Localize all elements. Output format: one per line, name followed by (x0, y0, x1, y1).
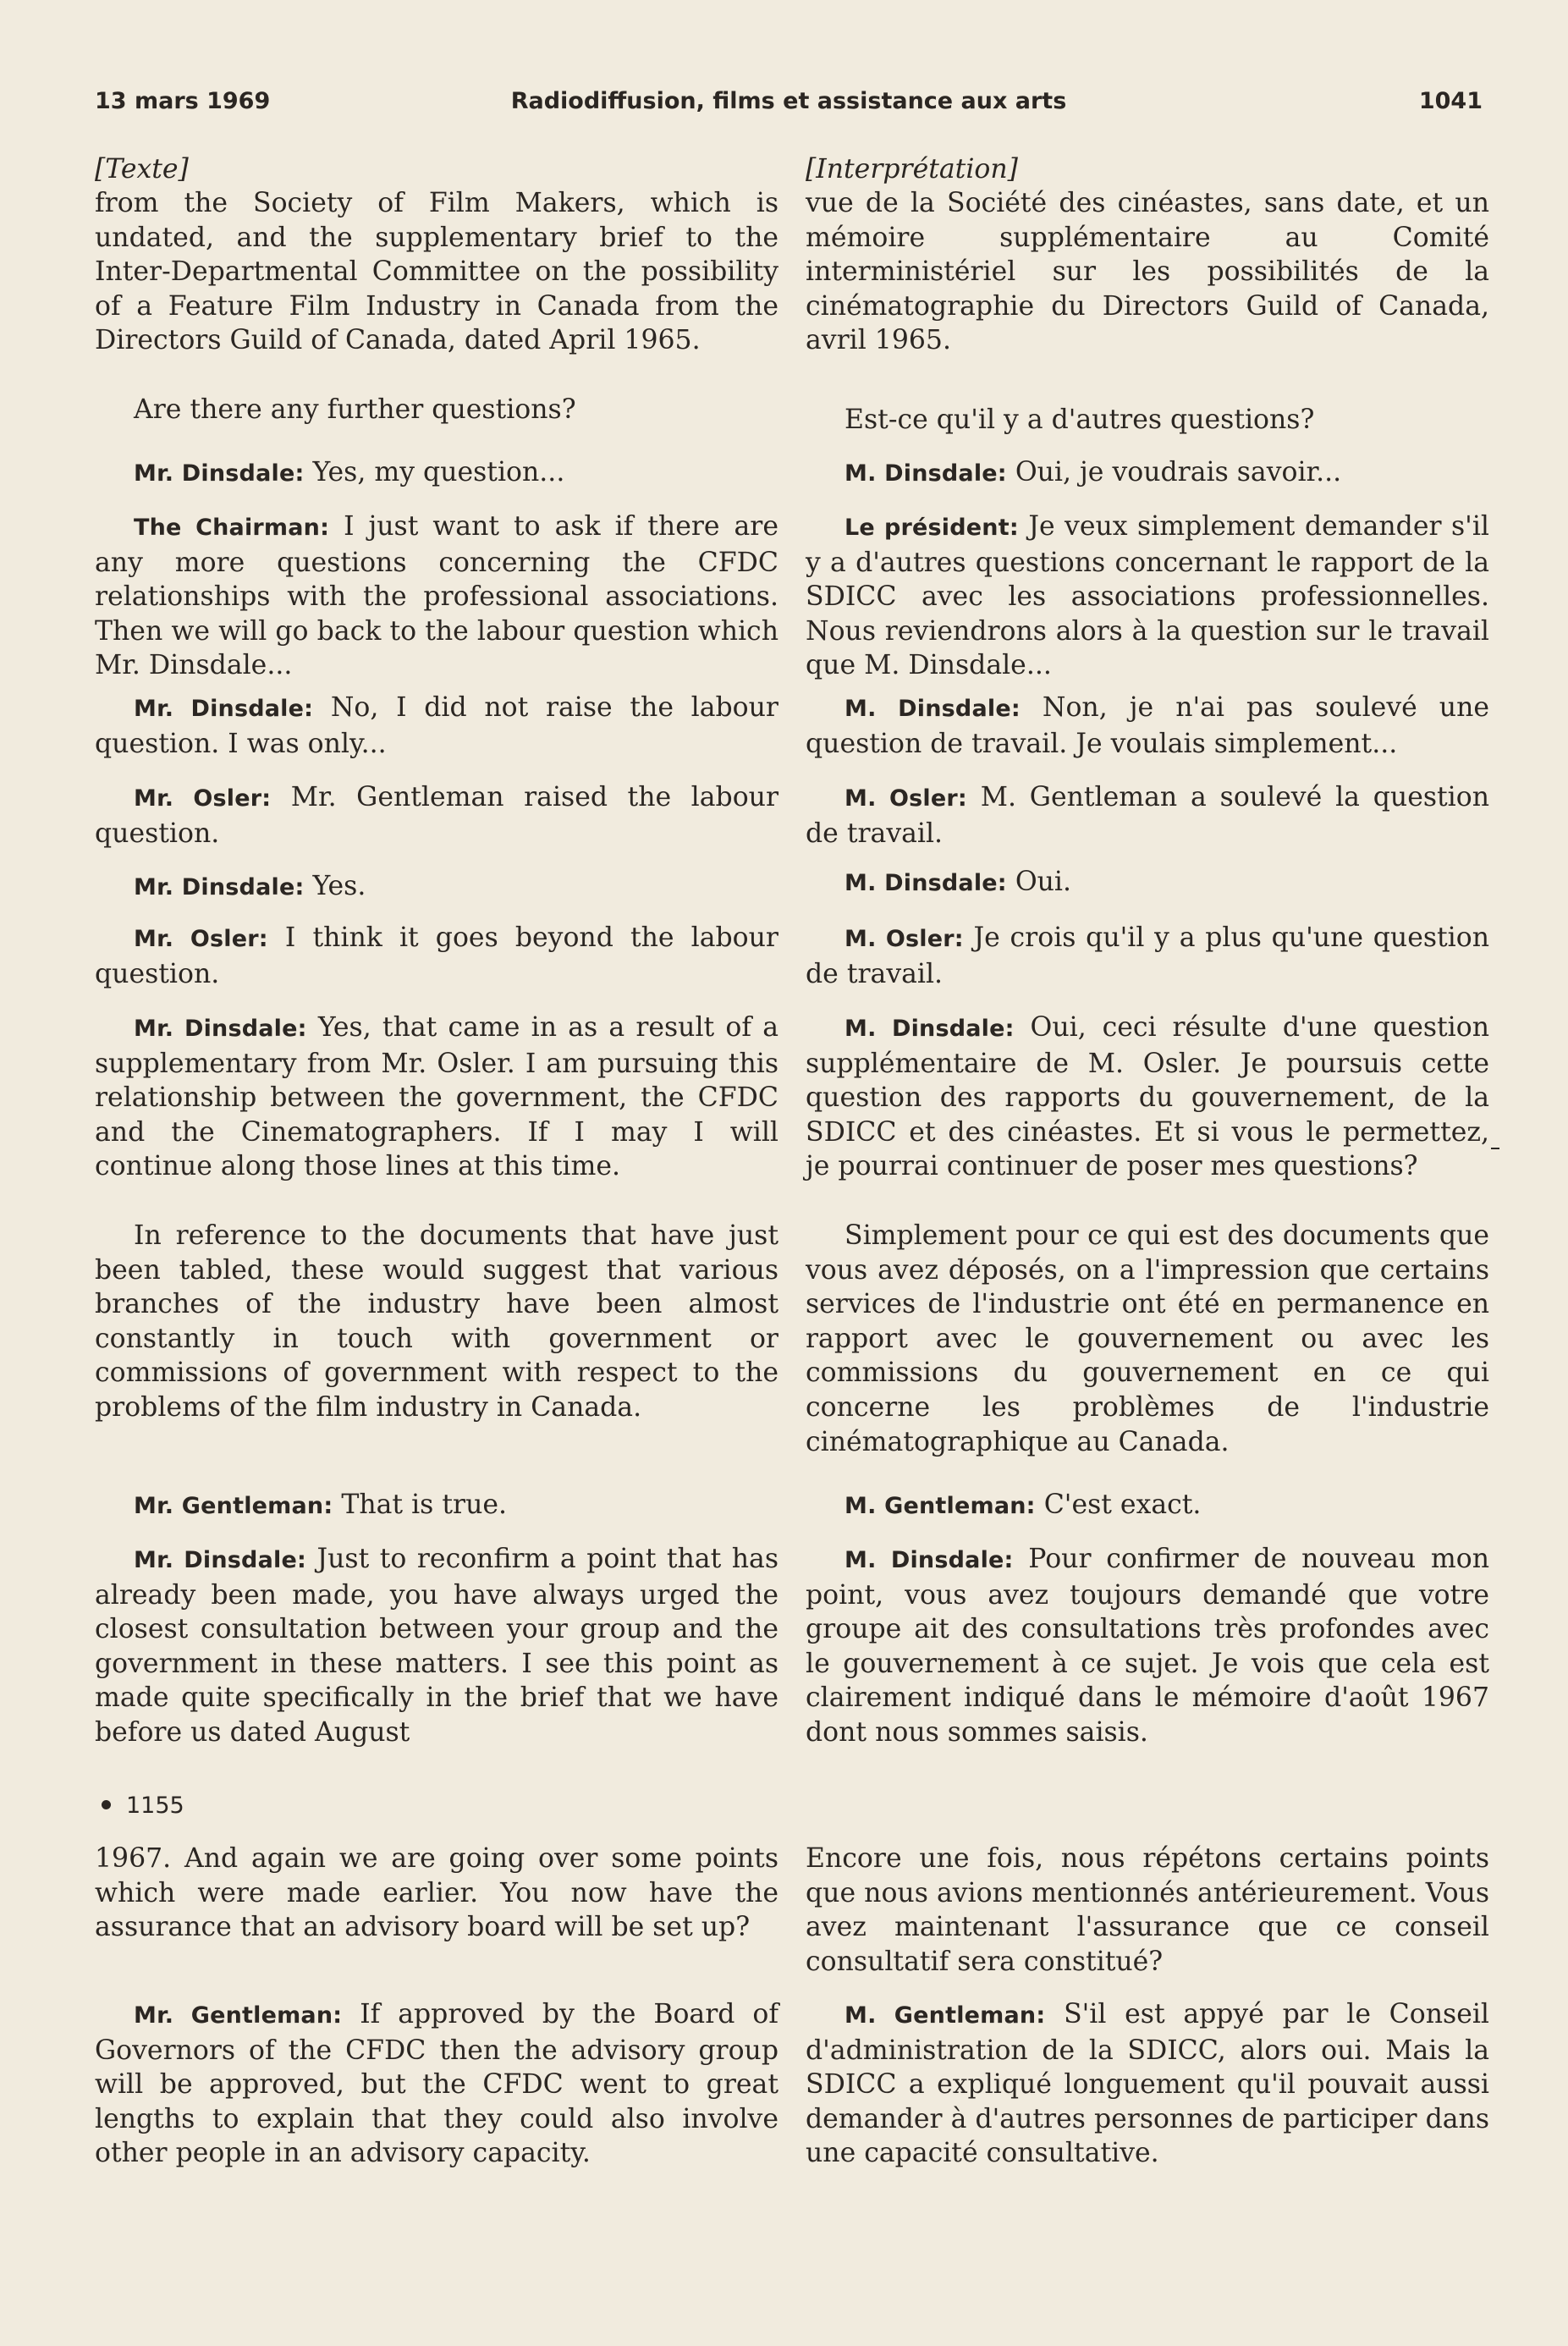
speaker-name: The Chairman: (134, 515, 330, 541)
speaker-name: M. Gentleman: (845, 2002, 1046, 2029)
speaker-name: Le président: (845, 515, 1019, 541)
speech-text: Yes. (312, 871, 366, 901)
speech (806, 921, 1489, 991)
speaker-name: Mr. Dinsdale: (134, 460, 305, 487)
header-date: 13 mars 1969 (95, 88, 271, 114)
speech-text: I think it goes beyond the labour question. (95, 922, 778, 989)
paragraph: 1967. And again we are going over some points which were made earlier. You now have the assurance that an advisory board will be set up? (95, 1843, 778, 1943)
speaker-name: Mr. Dinsdale: (134, 1016, 307, 1042)
speech-text: Je crois qu'il y a plus qu'une question de travail. (806, 922, 1489, 989)
page-number: 1041 (1418, 88, 1483, 114)
speaker-name: Mr. Osler: (134, 785, 272, 812)
speech (95, 1488, 778, 1524)
time-marker-text: 1155 (126, 1793, 184, 1819)
paragraph: from the Society of Film Makers, which is undated, and the supplementary brief to the Inter-Departmental Committee on the possibility of a Feature Film Industry in Canada from the Directors Guild of Canada, dated April 1965. (95, 188, 778, 356)
language-marker: [Interprétation] (806, 154, 1018, 184)
speech-text: C'est exact. (1043, 1490, 1202, 1520)
speech (806, 455, 1489, 492)
speech-text: If approved by the Board of Governors of the CFDC then the advisory group will be approved, but the CFDC went to great lengths to explain that they could also involve other people in an advisory capacity. (95, 1999, 778, 2169)
paragraph: vue de la Société des cinéastes, sans date, et un mémoire supplémentaire au Comité interministériel sur les possibilités de la cinématographie du Directors Guild of Canada, avril 1965. (806, 188, 1489, 356)
time-marker (95, 1789, 778, 1824)
speech (806, 1011, 1489, 1184)
header-title: Radiodiffusion, films et assistance aux arts (510, 88, 1067, 114)
speaker-name: Mr. Gentleman: (134, 2002, 343, 2029)
speech (806, 780, 1489, 851)
bullet-icon (102, 1800, 111, 1809)
speech (95, 869, 778, 906)
speech-text: I just want to ask if there are any more questions concerning the CFDC relationships with the professional associations. Then we will go back to the labour question which Mr. Dinsdale... (95, 511, 778, 681)
speech-text: Just to reconfirm a point that has already been made, you have always urged the closest consultation between your group and the government in these matters. I see this point as made quite specifically in the brief that we have before us dated August (95, 1544, 778, 1748)
speech (95, 691, 778, 761)
speech-text: That is true. (341, 1490, 508, 1520)
speech-text: No, I did not raise the labour question. I was only... (95, 692, 778, 759)
speech (806, 691, 1489, 761)
speaker-name: M. Dinsdale: (845, 870, 1007, 896)
speech (95, 509, 778, 683)
speech-text: M. Gentleman a soulevé la question de travail. (806, 782, 1490, 849)
speech-text: Non, je n'ai pas soulevé une question de travail. Je voulais simplement... (806, 692, 1490, 759)
paragraph: Are there any further questions? (134, 394, 576, 425)
speech (95, 921, 778, 991)
paragraph: In reference to the documents that have just been tabled, these would suggest that various branches of the industry have been almost constantly in touch with government or commissions of government with respect to the problems of the film industry in Canada. (95, 1220, 778, 1423)
speech (806, 1542, 1489, 1750)
speech-text: Pour confirmer de nouveau mon point, vous avez toujours demandé que votre groupe ait des consultations très profondes avec le gouvernement à ce sujet. Je vois que cela est clairement indiqué dans le mémoire d'août 1967 dont nous sommes saisis. (806, 1544, 1489, 1748)
speech-text: Je veux simplement demander s'il y a d'autres questions concernant le rapport de la SDICC avec les associations professionnelles. Nous reviendrons alors à la question sur le travail que M. Dinsdale... (806, 511, 1489, 681)
speech (806, 865, 1489, 901)
speaker-name: M. Gentleman: (845, 1493, 1036, 1519)
language-marker: [Texte] (95, 154, 189, 184)
running-header (95, 88, 1483, 125)
margin-mark (1491, 1148, 1499, 1149)
speaker-name: M. Dinsdale: (845, 1016, 1015, 1042)
paragraph: Est-ce qu'il y a d'autres questions? (845, 405, 1315, 435)
speech (806, 1997, 1489, 2171)
speaker-name: M. Dinsdale: (845, 460, 1007, 487)
speech-text: Oui. (1015, 867, 1072, 897)
speech (95, 1011, 778, 1184)
speaker-name: Mr. Osler: (134, 926, 268, 952)
speaker-name: M. Osler: (845, 785, 967, 812)
speech (95, 1542, 778, 1750)
speech (95, 780, 778, 851)
speaker-name: M. Dinsdale: (845, 1547, 1014, 1573)
speech-text: Oui, je voudrais savoir... (1015, 457, 1342, 487)
paragraph: Encore une fois, nous répétons certains points que nous avions mentionnés antérieurement. Vous avez maintenant l'assurance que ce conseil consultatif sera constitué? (806, 1843, 1489, 1977)
speech (806, 1488, 1489, 1524)
speaker-name: M. Dinsdale: (845, 696, 1021, 722)
speaker-name: M. Osler: (845, 926, 964, 952)
speech-text: Yes, that came in as a result of a supplementary from Mr. Osler. I am pursuing this relationship between the government, the CFDC and the Cinematographers. If I may I will continue along those lines at this time. (95, 1012, 778, 1182)
paragraph: Simplement pour ce qui est des documents que vous avez déposés, on a l'impression que certains services de l'industrie ont été en permanence en rapport avec le gouvernement ou avec les commissions du gouvernement en ce qui concerne les problèmes de l'industrie cinématographique au Canada. (806, 1220, 1489, 1457)
speaker-name: Mr. Dinsdale: (134, 1547, 306, 1573)
speaker-name: Mr. Dinsdale: (134, 696, 314, 722)
speech (95, 1997, 778, 2171)
speech-text: Yes, my question... (312, 457, 565, 487)
speech-text: Mr. Gentleman raised the labour question. (95, 782, 779, 849)
speaker-name: Mr. Gentleman: (134, 1493, 333, 1519)
speech-text: S'il est appyé par le Conseil d'administration de la SDICC, alors oui. Mais la SDICC a expliqué longuement qu'il pouvait aussi demander à d'autres personnes de participer dans une capacité consultative. (806, 1999, 1489, 2169)
speech (95, 455, 778, 492)
speech (806, 509, 1489, 683)
speech-text: Oui, ceci résulte d'une question supplémentaire de M. Osler. Je poursuis cette question des rapports du gouvernement, de la SDICC et des cinéastes. Et si vous le permettez, je pourrai continuer de poser mes questions? (806, 1012, 1490, 1182)
speaker-name: Mr. Dinsdale: (134, 874, 305, 900)
